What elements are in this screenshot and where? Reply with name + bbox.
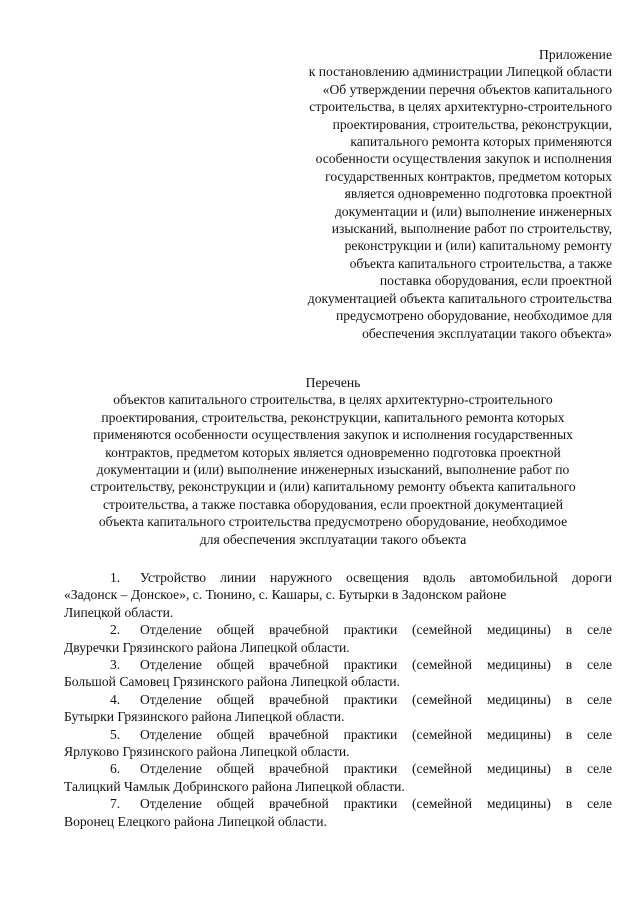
list-item-continuation: Ярлуково Грязинского района Липецкой области. <box>64 744 350 760</box>
appendix-line: поставка оборудования, если проектной <box>379 273 612 289</box>
appendix-line: документацией объекта капитального строительства <box>307 290 612 306</box>
list-item-first-line <box>64 760 612 777</box>
list-item-continuation: Большой Самовец Грязинского района Липецкой области. <box>64 674 400 690</box>
appendix-line: документации и (или) выполнение инженерных <box>334 203 612 219</box>
list-item-continuation: Бутырки Грязинского района Липецкой области. <box>64 709 345 725</box>
appendix-header <box>260 46 612 342</box>
list-item-text: Отделение общей врачебной практики (семейной медицины) в селе <box>140 726 612 742</box>
list-title-line: объектов капитального строительства, в целях архитектурно-строительного <box>113 392 553 408</box>
list-item-number: 7. <box>110 796 121 812</box>
list-item-continuation: Талицкий Чамлык Добринского района Липецкой области. <box>64 778 405 794</box>
list-heading: Перечень <box>305 375 361 390</box>
list-item <box>64 760 612 795</box>
list-item-first-line <box>64 656 612 673</box>
list-item-first-line <box>64 691 612 708</box>
list-item <box>64 726 612 761</box>
list-item-first-line <box>64 726 612 743</box>
list-item-continuation: «Задонск – Донское», с. Тюнино, с. Кашары, с. Бутырки в Задонском районе <box>64 587 507 603</box>
list-item <box>64 691 612 726</box>
list-item-number: 1. <box>110 570 121 585</box>
appendix-line: обеспечения эксплуатации такого объекта» <box>362 325 612 341</box>
list-item-text: Отделение общей врачебной практики (семейной медицины) в селе <box>140 657 612 673</box>
list-title-line: контрактов, предметом которых является одновременно подготовка проектной <box>105 444 561 460</box>
list-item-number: 5. <box>110 726 121 742</box>
list-item-text: Отделение общей врачебной практики (семейной медицины) в селе <box>140 622 612 638</box>
list-title-line: строительству, реконструкции и (или) капитальному ремонту объекта капитального <box>90 479 576 495</box>
list-item <box>64 795 612 830</box>
appendix-line: особенности осуществления закупок и исполнения <box>315 151 612 167</box>
appendix-line: является одновременно подготовка проектной <box>344 186 612 202</box>
list-item <box>64 569 612 621</box>
appendix-line: объекта капитального строительства, а также <box>349 255 612 271</box>
list-item-first-line <box>64 621 612 638</box>
appendix-line: строительства, в целях архитектурно-строительного <box>309 99 612 115</box>
object-list <box>64 569 612 830</box>
list-item <box>64 656 612 691</box>
list-item-number: 6. <box>110 761 121 777</box>
list-item-first-line <box>64 795 612 812</box>
list-item-number: 2. <box>110 622 121 638</box>
list-item-number: 4. <box>110 691 121 707</box>
appendix-line: к постановлению администрации Липецкой области <box>308 64 612 80</box>
appendix-line: Приложение <box>539 47 612 62</box>
list-item-first-line <box>64 569 612 586</box>
list-title-line: документации и (или) выполнение инженерных изысканий, выполнение работ по <box>96 462 570 478</box>
list-title <box>40 374 626 548</box>
appendix-line: капитального ремонта которых применяются <box>350 134 612 150</box>
list-item <box>64 621 612 656</box>
appendix-line: реконструкции и (или) капитальному ремонту <box>344 238 612 254</box>
appendix-line: государственных контрактов, предметом которых <box>325 168 612 184</box>
appendix-line: предусмотрено оборудование, необходимое для <box>335 308 612 324</box>
list-title-line: применяются особенности осуществления закупок и исполнения государственных <box>93 427 573 443</box>
list-item-continuation: Липецкой области. <box>64 604 174 620</box>
list-item-text: Отделение общей врачебной практики (семейной медицины) в селе <box>140 796 612 812</box>
list-item-text: Устройство линии наружного освещения вдоль автомобильной дороги <box>140 570 612 585</box>
list-title-line: для обеспечения эксплуатации такого объекта <box>199 531 467 547</box>
list-title-line: проектирования, строительства, реконструкции, капитального ремонта которых <box>101 409 565 425</box>
appendix-line: проектирования, строительства, реконструкции, <box>332 116 612 132</box>
list-item-continuation: Воронец Елецкого района Липецкой области. <box>64 813 327 829</box>
list-item-text: Отделение общей врачебной практики (семейной медицины) в селе <box>140 691 612 707</box>
list-title-line: объекта капитального строительства предусмотрено оборудование, необходимое <box>98 514 568 530</box>
list-item-continuation: Двуречки Грязинского района Липецкой области. <box>64 639 350 655</box>
list-item-number: 3. <box>110 657 121 673</box>
appendix-line: «Об утверждении перечня объектов капитального <box>322 81 612 97</box>
list-item-text: Отделение общей врачебной практики (семейной медицины) в селе <box>140 761 612 777</box>
list-title-line: строительства, а также поставка оборудования, если проектной документацией <box>102 496 563 512</box>
appendix-line: изысканий, выполнение работ по строительству, <box>331 221 612 237</box>
